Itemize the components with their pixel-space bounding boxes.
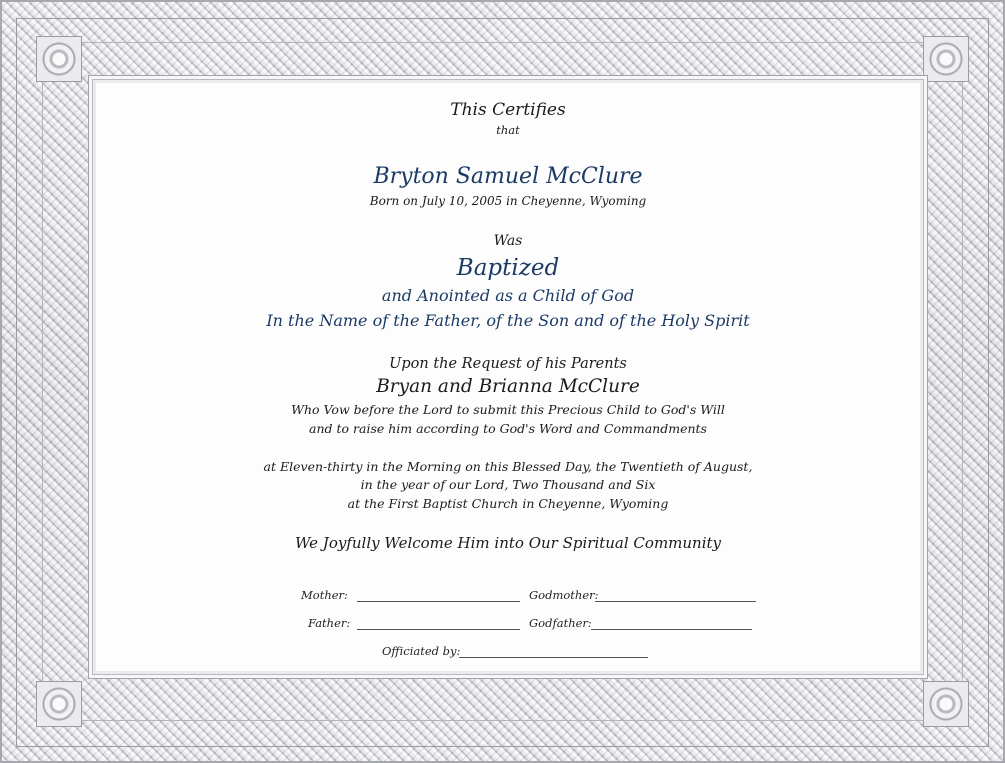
father-label: Father: [308,616,351,630]
welcome-text: We Joyfully Welcome Him into Our Spiritual Community [294,534,722,552]
was-text: Was [493,233,523,249]
child-name: Bryton Samuel McClure [373,164,643,189]
corner-ornament-bottom-right [923,681,969,727]
mother-label: Mother: [301,588,348,602]
officiated-label: Officiated by: [382,644,461,658]
godfather-signature-line [591,629,752,630]
parents-names: Bryan and Brianna McClure [376,376,640,397]
baptized-heading: Baptized [456,255,560,281]
vow-text: Who Vow before the Lord to submit this Precious Child to God's Will [291,402,725,417]
corner-ornament-bottom-left [36,681,82,727]
holy-name-text: In the Name of the Father, of the Son and of the Holy Spirit [266,311,750,330]
officiant-signature-line [459,657,648,658]
raise-text: and to raise him according to God's Word and Commandments [309,421,707,436]
corner-ornament-top-right [923,36,969,82]
birth-info: Born on July 10, 2005 in Cheyenne, Wyoming [369,194,647,208]
father-signature-line [357,629,520,630]
that-text: that [496,123,520,137]
time-text: at Eleven-thirty in the Morning on this Blessed Day, the Twentieth of August, [263,459,753,474]
certificate-paper [92,79,924,675]
request-text: Upon the Request of his Parents [389,356,627,372]
godfather-label: Godfather: [529,616,592,630]
corner-ornament-top-left [36,36,82,82]
this-certifies: This Certifies [450,100,566,120]
mother-signature-line [357,601,520,602]
godmother-signature-line [595,601,756,602]
anointed-text: and Anointed as a Child of God [381,286,635,305]
year-text: in the year of our Lord, Two Thousand and Six [360,477,656,492]
place-text: at the First Baptist Church in Cheyenne, Wyoming [347,496,669,511]
godmother-label: Godmother: [529,588,599,602]
